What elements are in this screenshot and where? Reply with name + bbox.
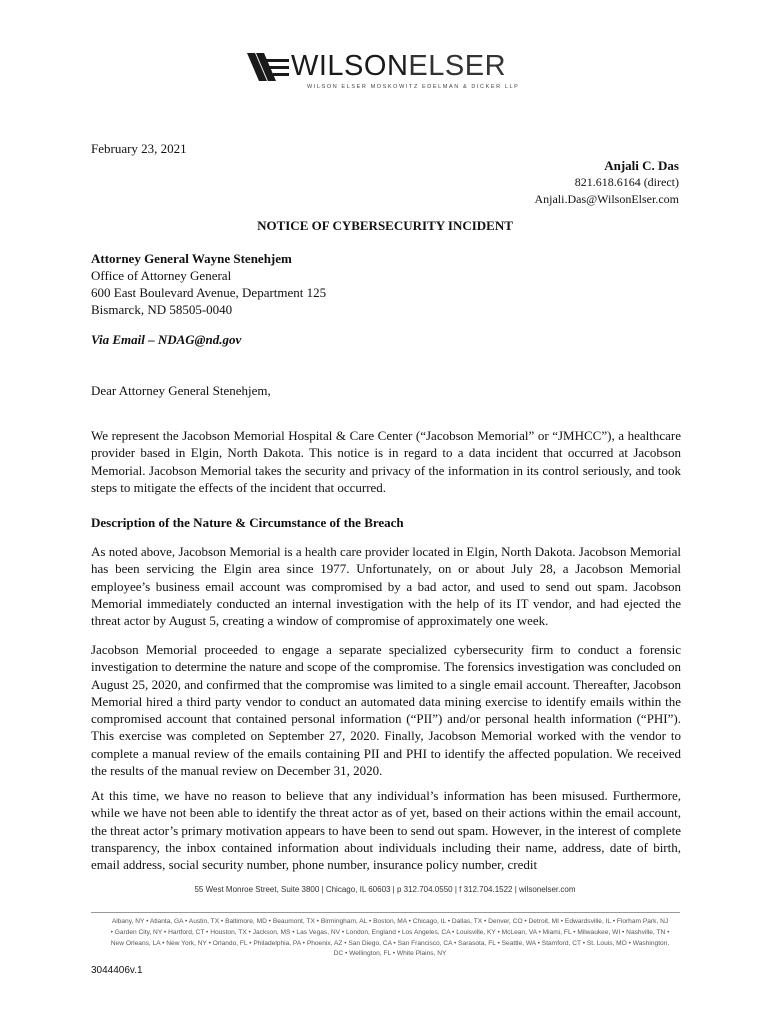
- firm-logo: [247, 50, 520, 96]
- body-paragraph-3: Jacobson Memorial proceeded to engage a separate specialized cybersecurity firm to conduct a forensic investigation to determine the nature and scope of the compromise. The forensics investigation was concluded on August 25, 2020, and confirmed that the compromise was limited to a single email account. Thereafter, Jacobson Memorial hired a third party vendor to conduct an automated data mining exercise to identify emails within the compromised account that contained personal information (“PII”) and/or personal health information (“PHI”). This exercise was completed on September 27, 2020. Finally, Jacobson Memorial worked with the vendor to complete a manual review of the emails containing PII and PHI to identify the affected population. We received the results of the manual review on December 31, 2020.: [91, 642, 681, 779]
- recipient-street: 600 East Boulevard Avenue, Department 125: [91, 285, 327, 300]
- delivery-method: Via Email – NDAG@nd.gov: [91, 332, 242, 347]
- letter-date: February 23, 2021: [91, 141, 187, 156]
- recipient-city: Bismarck, ND 58505-0040: [91, 302, 233, 317]
- salutation: Dear Attorney General Stenehjem,: [91, 383, 271, 398]
- intro-paragraph: We represent the Jacobson Memorial Hospital & Care Center (“Jacobson Memorial” or “JMHCC”), a healthcare provider based in Elgin, North Dakota. This notice is in regard to a data incident that occurred at Jacobson Memorial. Jacobson Memorial takes the security and privacy of the information in its control seriously, and took steps to mitigate the effects of the incident that occurred.: [91, 428, 681, 495]
- recipient-office: Office of Attorney General: [91, 268, 232, 283]
- firm-name-part1: WILSON: [291, 50, 409, 82]
- footer-divider: [91, 912, 680, 913]
- footer-offices: Albany, NY • Atlanta, GA • Austin, TX • Baltimore, MD • Beaumont, TX • Birmingham, AL • Boston, MA • Chicago, IL • Dallas, TX • Denver, CO • Detroit, MI • Edwardsville, IL • Florham Park, NJ • Garden City, NY • Hartford, CT • Houston, TX • Jackson, MS • Las Vegas, NV • London, England • Los Angeles, CA • Louisville, KY • McLean, VA • Miami, FL • Milwaukee, WI • Nashville, TN • New Orleans, LA • New York, NY • Orlando, FL • Philadelphia, PA • Phoenix, AZ • San Diego, CA • San Francisco, CA • Sarasota, FL • Seattle, WA • Stamford, CT • St. Louis, MO • Washington, DC • Wellington, FL • White Plains, NY: [110, 918, 670, 958]
- sender-phone: 821.618.6164 (direct): [574, 175, 679, 189]
- wilson-elser-mark-icon: [247, 53, 289, 81]
- recipient-block: [91, 250, 326, 318]
- firm-wordmark: [291, 50, 506, 83]
- body-paragraph-2: As noted above, Jacobson Memorial is a health care provider located in Elgin, North Dakota. Jacobson Memorial has been servicing the Elgin area since 1977. Unfortunately, on or about July 28, a Jacobson Memorial employee’s business email account was compromised by a bad actor, and used to send out spam. Jacobson Memorial immediately conducted an internal investigation with the help of its IT vendor, and had ejected the threat actor by August 5, creating a window of compromise of approximately one week.: [91, 544, 681, 629]
- sender-email[interactable]: Anjali.Das@WilsonElser.com: [534, 192, 679, 206]
- body-paragraph-4: At this time, we have no reason to believe that any individual’s information has been misused. Furthermore, while we have not been able to identify the threat actor as of yet, based on their actions within the email account, the threat actor’s primary motivation appears to have been to send out spam. However, in the interest of complete transparency, the inbox contained information about individuals including their name, address, date of birth, email address, social security number, phone number, insurance policy number, credit: [91, 788, 681, 873]
- section-heading: Description of the Nature & Circumstance of the Breach: [91, 515, 404, 530]
- letter-title: NOTICE OF CYBERSECURITY INCIDENT: [257, 218, 513, 233]
- document-id: 3044406v.1: [91, 965, 143, 976]
- firm-name-part2: ELSER: [408, 50, 507, 82]
- firm-full-name: WILSON ELSER MOSKOWITZ EDELMAN & DICKER LLP: [307, 84, 520, 90]
- sender-block: [534, 157, 679, 208]
- recipient-name: Attorney General Wayne Stenehjem: [91, 251, 292, 266]
- sender-name: Anjali C. Das: [604, 158, 679, 173]
- footer-address: 55 West Monroe Street, Suite 3800 | Chicago, IL 60603 | p 312.704.0550 | f 312.704.1522 | wilsonelser.com: [194, 885, 576, 894]
